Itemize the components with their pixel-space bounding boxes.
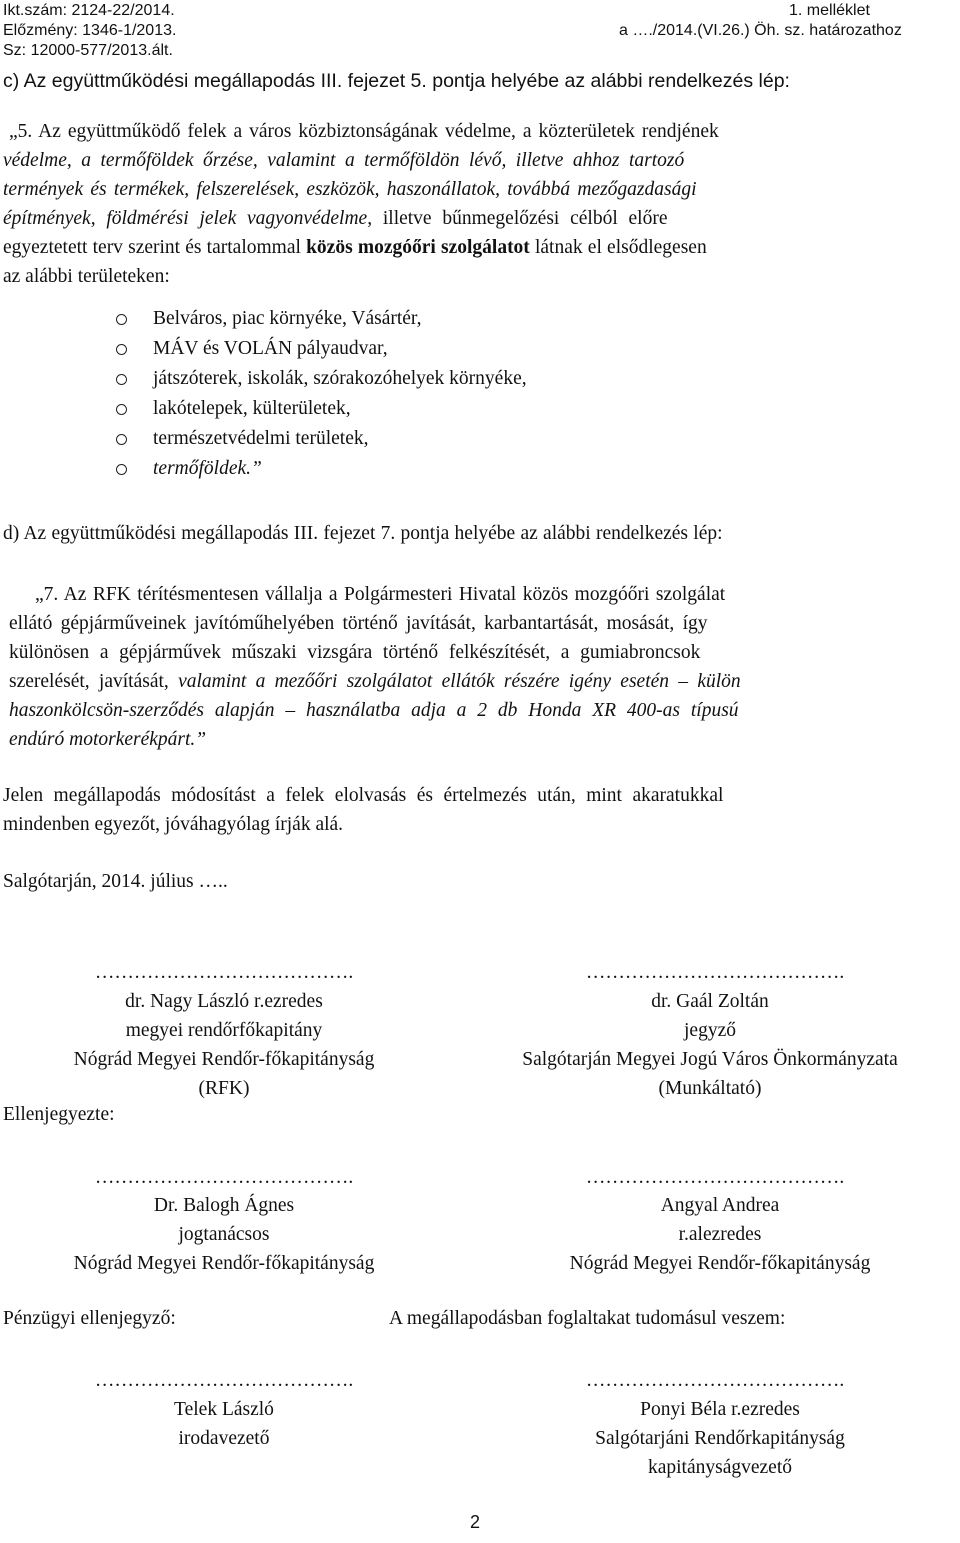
signature-line: ………………………………….: [585, 1167, 845, 1188]
acknowledgement-label: A megállapodásban foglaltakat tudomásul veszem:: [389, 1308, 786, 1329]
circle-bullet-icon: [116, 344, 127, 355]
signatory-left-1: dr. Nagy László r.ezredes megyei rendőrfőkapitány Nógrád Megyei Rendőr-főkapitányság (RFK): [73, 991, 375, 1099]
area-list: [116, 304, 527, 484]
place-date: Salgótarján, 2014. július …..: [3, 871, 228, 892]
finance-label: Pénzügyi ellenjegyző:: [3, 1308, 176, 1329]
list-item: termőföldek.”: [116, 454, 527, 484]
annex-reference: [619, 1, 902, 41]
filing-number: Ikt.szám: 2124-22/2014.: [3, 2, 175, 19]
reference-number: Sz: 12000-577/2013.ált.: [3, 42, 173, 59]
signature-line: ………………………………….: [94, 962, 354, 983]
signatory-right-1: dr. Gaál Zoltán jegyző Salgótarján Megyei Jogú Város Önkormányzata (Munkáltató): [522, 991, 898, 1099]
circle-bullet-icon: [116, 404, 127, 415]
closing-line-1: Jelen megállapodás módosítást a felek elolvasás és értelmezés után, mint akaratukkal: [3, 785, 724, 806]
closing-line-2: mindenben egyezőt, jóváhagyólag írják alá.: [3, 814, 344, 835]
point-5-line-3: termények és termékek, felszerelések, eszközök, haszonállatok, továbbá mezőgazdasági: [3, 179, 697, 200]
countersigned-label: Ellenjegyezte:: [3, 1104, 115, 1125]
circle-bullet-icon: [116, 374, 127, 385]
point-7-line-6: endúró motorkerékpárt.”: [9, 729, 207, 750]
circle-bullet-icon: [116, 314, 127, 325]
antecedent-number: Előzmény: 1346-1/2013.: [3, 22, 177, 39]
resolution-reference: a …./2014.(VI.26.) Öh. sz. határozathoz: [619, 22, 902, 39]
signature-line: ………………………………….: [585, 962, 845, 983]
point-5-line-4: építmények, földmérési jelek vagyonvédelme, illetve bűnmegelőzési célból előre: [3, 208, 668, 229]
list-item: természetvédelmi területek,: [116, 424, 527, 454]
point-5-line-2: védelme, a termőföldek őrzése, valamint a termőföldön lévő, illetve ahhoz tartozó: [3, 150, 685, 171]
signatory-right-3: Ponyi Béla r.ezredes Salgótarjáni Rendőrkapitányság kapitányságvezető: [595, 1399, 845, 1478]
signature-line: ………………………………….: [94, 1167, 354, 1188]
list-item: MÁV és VOLÁN pályaudvar,: [116, 334, 527, 364]
list-item: lakótelepek, külterületek,: [116, 394, 527, 424]
section-d-heading: d) Az együttműködési megállapodás III. fejezet 7. pontja helyébe az alábbi rendelkezés lép:: [3, 523, 723, 544]
signature-line: ………………………………….: [585, 1370, 845, 1391]
point-5-line-1: „5. Az együttműködő felek a város közbiztonságának védelme, a közterületek rendjének: [9, 121, 719, 142]
point-5-line-6: az alábbi területeken:: [3, 266, 170, 287]
document-reference: [3, 1, 176, 61]
page-number: 2: [470, 1512, 481, 1532]
signature-line: ………………………………….: [94, 1370, 354, 1391]
point-7-line-2: ellátó gépjárműveinek javítóműhelyében történő javítását, karbantartását, mosását, így: [9, 613, 708, 634]
point-7-line-4: szerelését, javítását, valamint a mezőőri szolgálatot ellátók részére igény esetén – külön: [9, 671, 741, 692]
point-7-line-5: haszonkölcsön-szerződés alapján – használatba adja a 2 db Honda XR 400-as típusú: [9, 700, 739, 721]
list-item: játszóterek, iskolák, szórakozóhelyek környéke,: [116, 364, 527, 394]
annex-label: 1. melléklet: [789, 2, 870, 19]
circle-bullet-icon: [116, 464, 127, 475]
list-item: Belváros, piac környéke, Vásártér,: [116, 304, 527, 334]
point-7-line-1: „7. Az RFK térítésmentesen vállalja a Polgármesteri Hivatal közös mozgóőri szolgálat: [35, 584, 726, 605]
point-5-line-5: egyeztetett terv szerint és tartalommal közös mozgóőri szolgálatot látnak el elsődlegesen: [3, 237, 707, 258]
point-7-line-3: különösen a gépjárművek műszaki vizsgára történő felkészítését, a gumiabroncsok: [9, 642, 701, 663]
signatory-left-2: Dr. Balogh Ágnes jogtanácsos Nógrád Megyei Rendőr-főkapitányság: [73, 1195, 375, 1274]
circle-bullet-icon: [116, 434, 127, 445]
signatory-right-2: Angyal Andrea r.alezredes Nógrád Megyei Rendőr-főkapitányság: [569, 1195, 871, 1274]
signatory-left-3: Telek László irodavezető: [174, 1399, 274, 1449]
section-c-heading: c) Az együttműködési megállapodás III. fejezet 5. pontja helyébe az alábbi rendelkezés lép:: [3, 70, 790, 92]
